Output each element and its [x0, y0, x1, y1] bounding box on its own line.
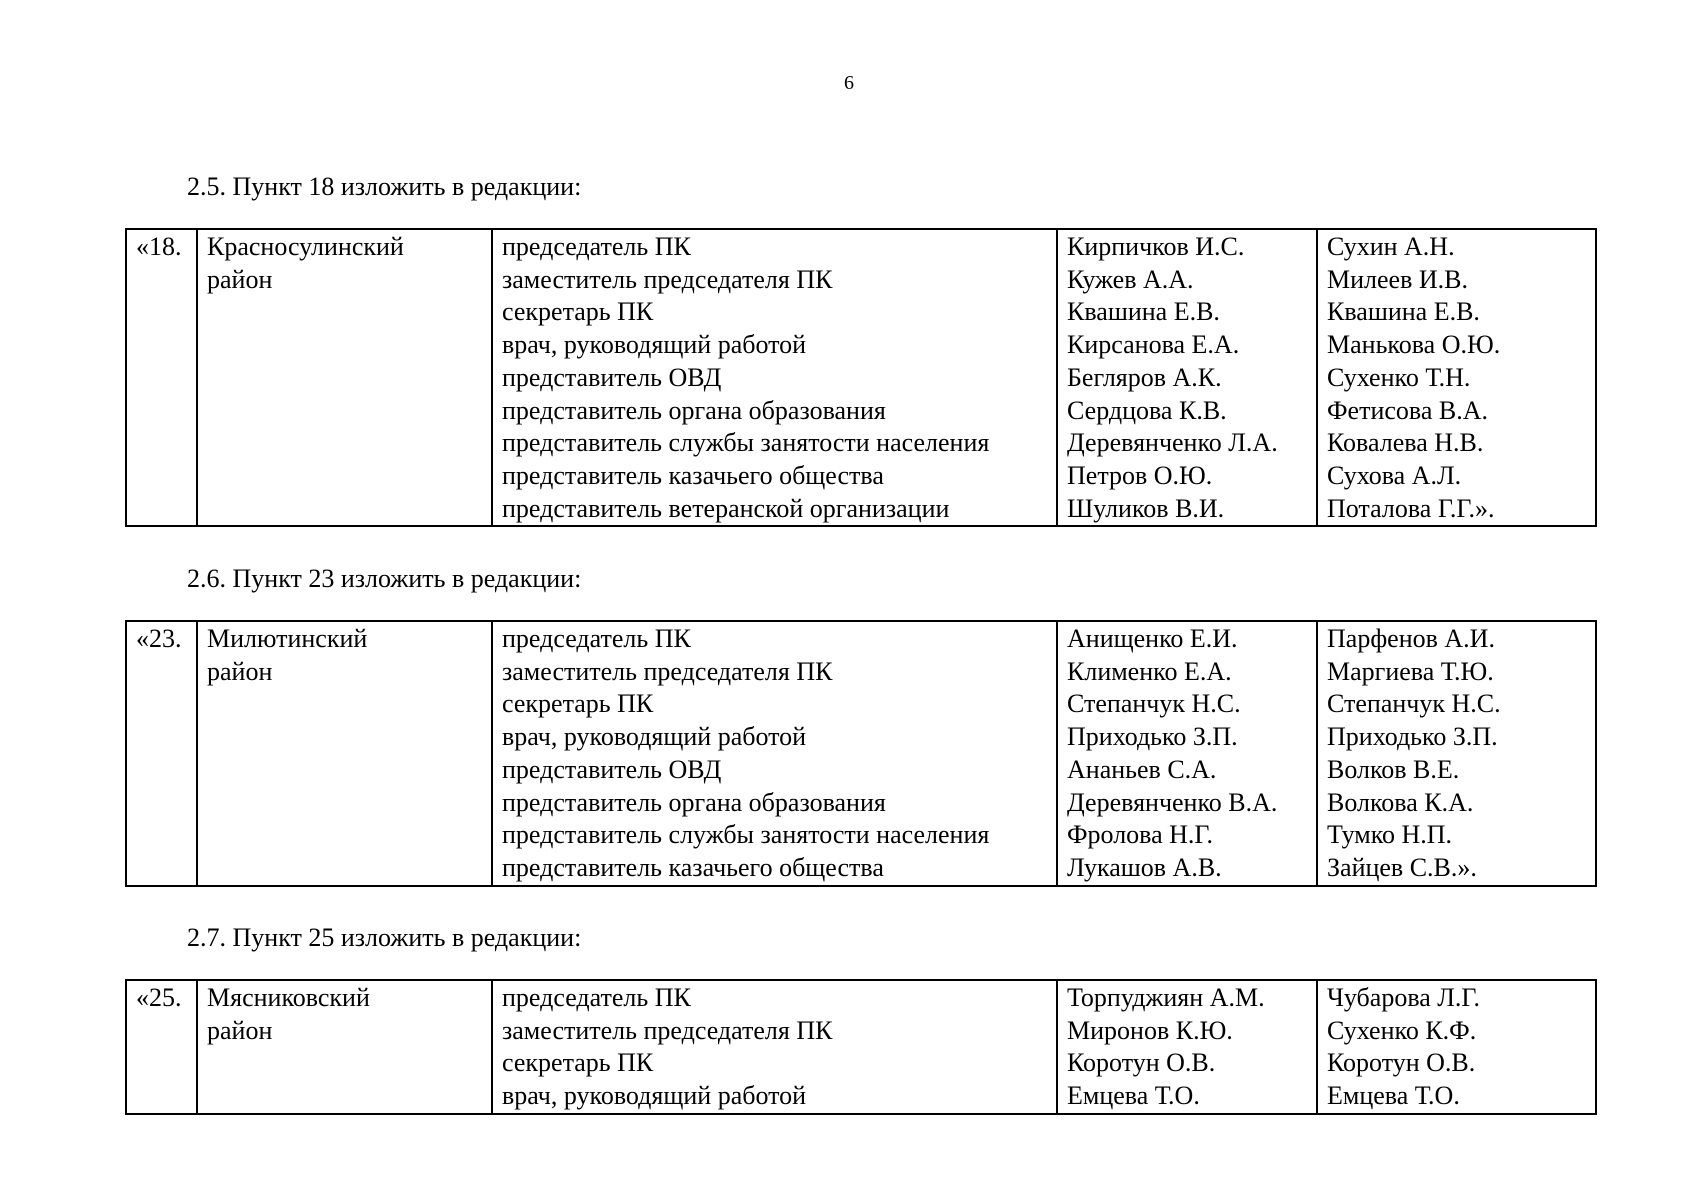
role-line: представитель органа образования: [502, 787, 886, 817]
district-cell: [197, 621, 492, 886]
district-name-line: Красносулинский: [207, 232, 404, 261]
role-line: представитель казачьего общества: [502, 460, 884, 490]
reserves-cell: [1317, 621, 1596, 886]
member-name: Приходько З.П.: [1067, 722, 1238, 752]
section-item-23: [125, 564, 1595, 887]
member-name: Кужев А.А.: [1067, 264, 1194, 294]
members-cell: [1057, 229, 1317, 526]
table-row: [126, 980, 1596, 1114]
reserve-name: Сухова А.Л.: [1327, 460, 1462, 490]
table-row: [126, 229, 1596, 526]
reserve-name: Коротун О.В.: [1327, 1048, 1476, 1078]
reserve-name: Волков В.Е.: [1327, 754, 1460, 784]
role-line: секретарь ПК: [502, 689, 654, 719]
member-name: Ананьев С.А.: [1067, 754, 1217, 784]
role-line: секретарь ПК: [502, 1048, 654, 1078]
section-heading: 2.7. Пункт 25 изложить в редакции:: [187, 923, 582, 952]
role-line: представитель казачьего общества: [502, 852, 884, 882]
reserve-name: Квашина Е.В.: [1327, 297, 1480, 327]
reserve-name: Сухин А.Н.: [1327, 232, 1455, 261]
reserve-name: Маргиева Т.Ю.: [1327, 656, 1494, 686]
reserve-name: Степанчук Н.С.: [1327, 689, 1501, 719]
member-name: Петров О.Ю.: [1067, 460, 1213, 490]
member-name: Анищенко Е.И.: [1067, 624, 1238, 653]
member-name: Квашина Е.В.: [1067, 297, 1220, 327]
member-name: Бегляров А.К.: [1067, 362, 1222, 392]
member-name: Кирсанова Е.А.: [1067, 330, 1240, 360]
item-number: «23.: [126, 621, 197, 886]
district-cell: [197, 980, 492, 1114]
role-line: заместитель председателя ПК: [502, 264, 833, 294]
item-number: «25.: [126, 980, 197, 1114]
reserve-name: Чубарова Л.Г.: [1327, 983, 1481, 1012]
reserves-cell: [1317, 980, 1596, 1114]
roles-cell: [492, 229, 1057, 526]
member-name: Шуликов В.И.: [1067, 493, 1225, 523]
district-name-line: район: [207, 264, 273, 294]
reserve-name: Зайцев С.В.».: [1327, 852, 1477, 882]
commission-table: [125, 620, 1597, 887]
member-name: Деревянченко Л.А.: [1067, 428, 1278, 458]
reserve-name: Тумко Н.П.: [1327, 820, 1453, 850]
section-heading: 2.5. Пункт 18 изложить в редакции:: [187, 172, 582, 201]
member-name: Лукашов А.В.: [1067, 852, 1222, 882]
section-heading: 2.6. Пункт 23 изложить в редакции:: [187, 564, 582, 593]
role-line: председатель ПК: [502, 624, 691, 653]
member-name: Кирпичков И.С.: [1067, 232, 1245, 261]
reserve-name: Милеев И.В.: [1327, 264, 1468, 294]
reserve-name: Парфенов А.И.: [1327, 624, 1495, 653]
commission-table: [125, 979, 1597, 1115]
members-cell: [1057, 980, 1317, 1114]
role-line: врач, руководящий работой: [502, 1081, 807, 1111]
roles-cell: [492, 980, 1057, 1114]
member-name: Клименко Е.А.: [1067, 656, 1232, 686]
item-number: «18.: [126, 229, 197, 526]
members-cell: [1057, 621, 1317, 886]
reserve-name: Сухенко Т.Н.: [1327, 362, 1471, 392]
district-name-line: район: [207, 1015, 273, 1045]
reserve-name: Волкова К.А.: [1327, 787, 1474, 817]
district-name-line: Милютинский: [207, 624, 368, 653]
reserve-name: Приходько З.П.: [1327, 722, 1498, 752]
reserves-cell: [1317, 229, 1596, 526]
role-line: представитель ОВД: [502, 754, 722, 784]
role-line: председатель ПК: [502, 983, 691, 1012]
table-row: [126, 621, 1596, 886]
section-item-25: [125, 923, 1595, 1115]
role-line: представитель службы занятости населения: [502, 428, 990, 458]
member-name: Сердцова К.В.: [1067, 395, 1227, 425]
role-line: заместитель председателя ПК: [502, 1015, 833, 1045]
roles-cell: [492, 621, 1057, 886]
district-name-line: Мясниковский: [207, 983, 370, 1012]
reserve-name: Поталова Г.Г.».: [1327, 493, 1495, 523]
member-name: Миронов К.Ю.: [1067, 1015, 1233, 1045]
district-name-line: район: [207, 656, 273, 686]
role-line: заместитель председателя ПК: [502, 656, 833, 686]
reserve-name: Сухенко К.Ф.: [1327, 1015, 1477, 1045]
section-item-18: [125, 172, 1595, 527]
member-name: Фролова Н.Г.: [1067, 820, 1214, 850]
role-line: представитель органа образования: [502, 395, 886, 425]
role-line: врач, руководящий работой: [502, 330, 807, 360]
reserve-name: Манькова О.Ю.: [1327, 330, 1501, 360]
member-name: Коротун О.В.: [1067, 1048, 1216, 1078]
commission-table: [125, 228, 1597, 527]
district-cell: [197, 229, 492, 526]
member-name: Степанчук Н.С.: [1067, 689, 1241, 719]
reserve-name: Ковалева Н.В.: [1327, 428, 1484, 458]
role-line: представитель ОВД: [502, 362, 722, 392]
role-line: врач, руководящий работой: [502, 722, 807, 752]
role-line: представитель службы занятости населения: [502, 820, 990, 850]
role-line: секретарь ПК: [502, 297, 654, 327]
reserve-name: Емцева Т.О.: [1327, 1081, 1460, 1111]
member-name: Деревянченко В.А.: [1067, 787, 1278, 817]
member-name: Торпуджиян А.М.: [1067, 983, 1265, 1012]
reserve-name: Фетисова В.А.: [1327, 395, 1488, 425]
page-number: 6: [844, 72, 854, 94]
member-name: Емцева Т.О.: [1067, 1081, 1200, 1111]
role-line: представитель ветеранской организации: [502, 493, 950, 523]
role-line: председатель ПК: [502, 232, 691, 261]
